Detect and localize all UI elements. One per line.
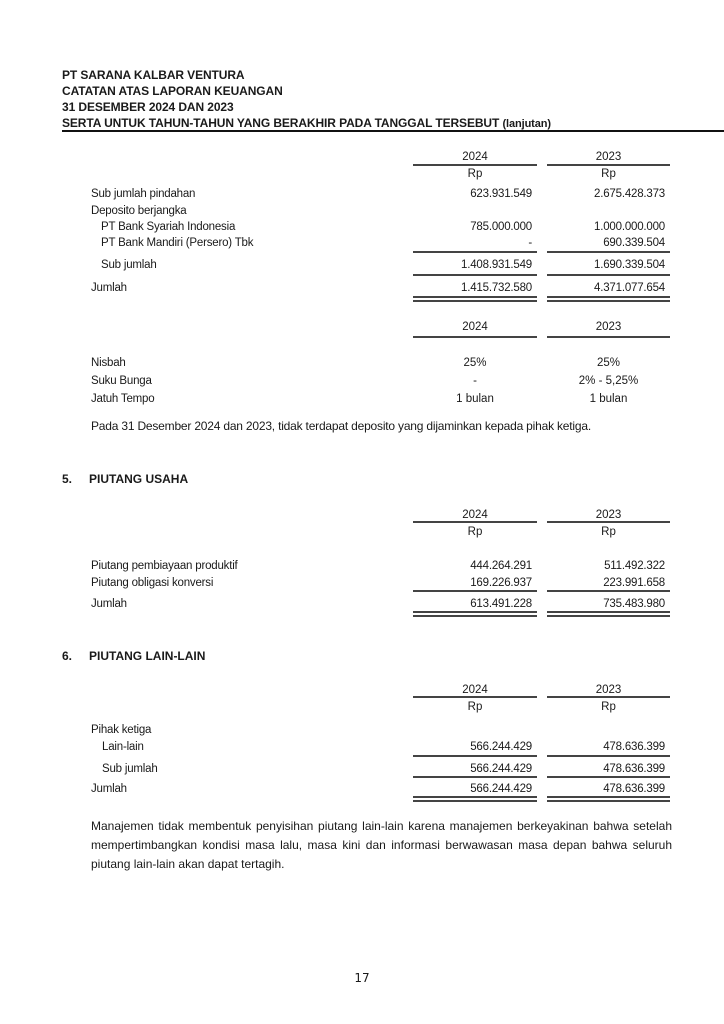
row-value-2024: -	[473, 375, 477, 387]
col-rule	[547, 696, 670, 698]
col-rule	[547, 164, 670, 166]
subtotal-rule	[547, 274, 670, 276]
row-value-2023: 735.483.980	[603, 598, 665, 610]
col-rule	[413, 164, 537, 166]
row-value-2024: 785.000.000	[470, 221, 532, 233]
row-label: Jumlah	[91, 282, 127, 294]
row-value-2023: 1.690.339.504	[594, 259, 665, 271]
col-rule	[547, 521, 670, 523]
report-subtitle	[62, 116, 551, 131]
row-value-2024: 566.244.429	[470, 783, 532, 795]
row-value-2023: 25%	[596, 357, 621, 369]
row-value-2024: 25%	[463, 357, 487, 369]
row-label: PT Bank Mandiri (Persero) Tbk	[101, 237, 254, 249]
col-header-2024: 2024	[462, 684, 488, 696]
col-rule	[413, 336, 537, 338]
subtotal-rule	[413, 776, 537, 778]
currency-label: Rp	[601, 526, 616, 538]
col-header-2023: 2023	[595, 509, 622, 521]
col-header-2023: 2023	[595, 684, 622, 696]
row-value-2023: 511.492.322	[604, 560, 665, 572]
col-header-2023: 2023	[595, 321, 622, 333]
row-value-2024: 613.491.228	[470, 598, 532, 610]
row-label: Jumlah	[91, 598, 127, 610]
row-value-2024: 1 bulan	[456, 393, 494, 405]
row-value-2023: 478.636.399	[603, 783, 665, 795]
row-label: Pihak ketiga	[91, 724, 152, 736]
row-label: Sub jumlah	[101, 259, 157, 271]
row-value-2024: -	[528, 237, 532, 249]
subtitle-main: SERTA UNTUK TAHUN-TAHUN YANG BERAKHIR PADA TANGGAL TERSEBUT	[62, 116, 500, 130]
row-value-2024: 623.931.549	[470, 188, 532, 200]
col-rule	[413, 696, 537, 698]
total-double-rule	[547, 796, 670, 802]
header-rule	[62, 130, 724, 132]
total-double-rule	[547, 296, 670, 302]
row-value-2024: 444.264.291	[470, 560, 532, 572]
subtotal-rule	[547, 776, 670, 778]
subtotal-rule	[413, 590, 537, 592]
col-header-2024: 2024	[462, 321, 488, 333]
col-header-2024: 2024	[462, 509, 488, 521]
row-value-2023: 2.675.428.373	[594, 188, 665, 200]
row-value-2024: 1.415.732.580	[461, 282, 532, 294]
row-label: Piutang obligasi konversi	[91, 577, 214, 589]
row-label: Lain-lain	[102, 741, 144, 753]
deposit-note: Pada 31 Desember 2024 dan 2023, tidak terdapat deposito yang dijaminkan kepada pihak ketiga.	[91, 419, 591, 433]
row-label: Jumlah	[91, 783, 127, 795]
row-value-2023: 1 bulan	[589, 393, 628, 405]
section-number: 5.	[62, 472, 73, 486]
row-label: Sub jumlah pindahan	[91, 188, 196, 200]
subtotal-rule	[413, 755, 537, 757]
section-note: Manajemen tidak membentuk penyisihan piutang lain-lain karena manajemen berkeyakinan bahwa setelah mempertimbangkan kondisi masa lalu, masa kini dan informasi berwawasan masa depan bahwa seluruh piutang lain-lain akan dapat tertagih.	[91, 819, 672, 871]
total-double-rule	[413, 296, 537, 302]
row-value-2023: 223.991.658	[603, 577, 665, 589]
section-title: PIUTANG USAHA	[89, 472, 189, 486]
row-label: Suku Bunga	[91, 375, 152, 387]
row-label: Jatuh Tempo	[91, 393, 155, 405]
row-value-2024: 1.408.931.549	[461, 259, 532, 271]
col-rule	[547, 336, 670, 338]
col-rule	[413, 521, 537, 523]
row-label: Sub jumlah	[102, 763, 158, 775]
report-title: CATATAN ATAS LAPORAN KEUANGAN	[62, 84, 283, 98]
company-name: PT SARANA KALBAR VENTURA	[62, 68, 245, 82]
row-value-2023: 478.636.399	[603, 741, 665, 753]
row-value-2023: 1.000.000.000	[594, 221, 665, 233]
row-label: Deposito berjangka	[91, 205, 187, 217]
row-value-2023: 690.339.504	[603, 237, 665, 249]
total-double-rule	[413, 796, 537, 802]
subtotal-rule	[547, 251, 670, 253]
row-value-2024: 566.244.429	[470, 741, 532, 753]
section-number: 6.	[62, 649, 73, 663]
row-value-2023: 2% - 5,25%	[578, 375, 639, 387]
row-label: PT Bank Syariah Indonesia	[101, 221, 236, 233]
row-label: Nisbah	[91, 357, 126, 369]
subtitle-note: (lanjutan)	[502, 118, 551, 130]
total-double-rule	[547, 611, 670, 617]
row-value-2024: 169.226.937	[470, 577, 532, 589]
row-label: Piutang pembiayaan produktif	[91, 560, 238, 572]
total-double-rule	[413, 611, 537, 617]
col-header-2024: 2024	[462, 151, 488, 163]
page-number: 17	[354, 971, 370, 985]
subtotal-rule	[413, 251, 537, 253]
row-value-2023: 478.636.399	[603, 763, 665, 775]
subtotal-rule	[547, 755, 670, 757]
currency-label: Rp	[601, 168, 616, 180]
row-value-2023: 4.371.077.654	[594, 282, 665, 294]
col-header-2023: 2023	[595, 151, 622, 163]
section-title: PIUTANG LAIN-LAIN	[89, 649, 206, 663]
currency-label: Rp	[467, 526, 483, 538]
subtotal-rule	[547, 590, 670, 592]
report-date: 31 DESEMBER 2024 DAN 2023	[62, 100, 234, 114]
currency-label: Rp	[467, 168, 483, 180]
currency-label: Rp	[467, 701, 483, 713]
subtotal-rule	[413, 274, 537, 276]
row-value-2024: 566.244.429	[470, 763, 532, 775]
currency-label: Rp	[601, 701, 616, 713]
